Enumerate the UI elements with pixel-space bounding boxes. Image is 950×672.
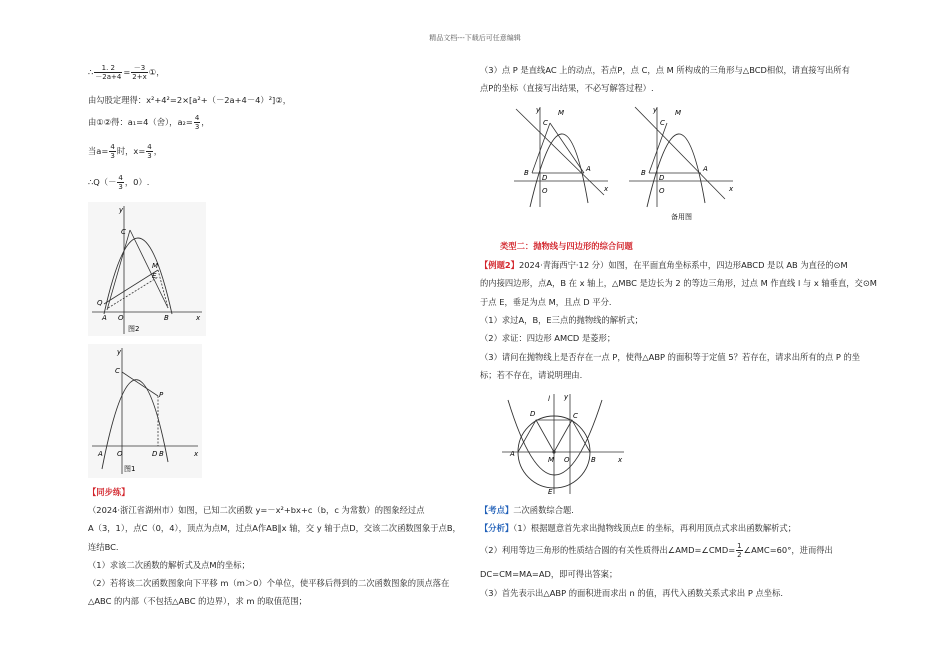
label-a: A: [703, 165, 708, 173]
label-e: E: [152, 272, 157, 280]
line-bc: [532, 123, 550, 173]
fraction-den: 2+x: [132, 73, 147, 81]
fraction-den: －2a+4: [95, 73, 122, 81]
label-x: x: [618, 456, 623, 464]
label-c: C: [121, 228, 126, 236]
fraction-num: 1. 2: [94, 64, 122, 73]
fraction: [131, 64, 147, 81]
label-x: x: [729, 185, 734, 193]
fraction-num: －3: [131, 64, 147, 73]
eq3-prefix: 由①②得：a₁=4（舍），a₂=: [88, 117, 193, 127]
fenxi-line-2: [480, 542, 833, 559]
eq4-mid: 时，x=: [116, 146, 146, 156]
label-x: x: [196, 314, 201, 322]
kaodian-label: 【考点】: [480, 505, 514, 515]
label-o: O: [659, 187, 665, 195]
figure-example-2: [498, 390, 628, 498]
figure-bg: [88, 344, 202, 478]
label-a: A: [586, 165, 591, 173]
label-b: B: [164, 314, 169, 322]
eq1-suffix: ①，: [148, 67, 165, 77]
line-ac: [516, 109, 604, 195]
label-b: B: [159, 450, 164, 458]
equation-4: [88, 143, 162, 160]
fraction: [109, 143, 115, 160]
eq1-prefix: ∴: [88, 67, 94, 77]
example-label: 【例题2】: [480, 260, 519, 270]
line-ca: [550, 123, 584, 173]
equation-5: [88, 174, 149, 191]
example-question-3a: （3）请问在抛物线上是否存在一点 P，使得△ABP 的面积等于定值 5？若存在，请求出所有的点 P 的坐: [480, 352, 861, 362]
label-b: B: [591, 456, 596, 464]
label-o: O: [542, 187, 548, 195]
label-c: C: [115, 367, 120, 375]
label-a: A: [510, 450, 515, 458]
sync-title: 【同步练】: [88, 487, 130, 497]
sync-paragraph-1: （2024·浙江省湖州市）如图，已知二次函数 y=－x²+bx+c（b，c 为常数）的图象经过点: [88, 505, 425, 515]
fenxi-line-3: DC=CM=MA=AD，即可得出答案；: [480, 569, 618, 579]
label-q: Q: [97, 299, 103, 307]
label-o: O: [118, 314, 124, 322]
question-3b: 点P的坐标（直接写出结果，不必写解答过程）.: [480, 83, 654, 93]
fenxi-2-suffix: ∠AMC=60°，进而得出: [743, 545, 833, 555]
fraction-num: 4: [147, 143, 152, 151]
label-x: x: [604, 185, 609, 193]
label-y: y: [119, 206, 124, 214]
line-md: [536, 420, 554, 452]
fraction: [146, 143, 152, 160]
fraction-den: 3: [118, 183, 123, 191]
label-p: P: [159, 391, 164, 399]
type-2-title: 类型二：抛物线与四边形的综合问题: [500, 241, 633, 251]
equation-3: [88, 114, 210, 131]
label-b: B: [524, 169, 529, 177]
fraction-den: 3: [194, 123, 200, 131]
question-3a: （3）点 P 是直线AC 上的动点，若点P，点 C，点 M 所构成的三角形与△BCD相似，请直接写出所有: [480, 65, 850, 75]
label-a: A: [98, 450, 103, 458]
label-y: y: [564, 393, 569, 401]
equation-1: ∴ $\frac{1. 2}{-2a+4}$ = $\frac{-3}{2+x}$ ①，: [88, 64, 165, 81]
label-c: C: [543, 119, 548, 127]
figure-q3-spare: [625, 103, 740, 227]
eq5-prefix: ∴Q（－: [88, 177, 117, 187]
label-x: x: [194, 450, 199, 458]
label-o: O: [564, 456, 570, 464]
figure-caption: 图1: [124, 465, 136, 473]
label-m: M: [152, 262, 159, 270]
sync-question-2b: △ABC 的内部（不包括△ABC 的边界），求 m 的取值范围；: [88, 596, 307, 606]
fraction-den: 3: [110, 152, 115, 160]
fenxi-2-prefix: （2）利用等边三角形的性质结合圆的有关性质得出∠AMD=∠CMD=: [480, 545, 736, 555]
label-l: l: [548, 395, 550, 403]
fenxi-line-1: [480, 522, 796, 534]
line-ac: [635, 107, 725, 199]
label-d: D: [152, 450, 158, 458]
figure-caption: 备用图: [671, 213, 692, 221]
label-e: E: [548, 488, 553, 496]
parabola: [647, 134, 705, 207]
fraction-den: 3: [147, 152, 152, 160]
label-c: C: [573, 412, 578, 420]
fraction-num: 4: [194, 114, 200, 122]
figure-1: [88, 344, 202, 478]
figure-caption: 图2: [128, 325, 140, 333]
label-y: y: [653, 106, 658, 114]
label-m: M: [558, 109, 565, 117]
label-c: C: [660, 119, 665, 127]
figure-q3-main: [510, 103, 610, 211]
label-y: y: [536, 106, 541, 114]
fenxi-text-1: （1）根据题意首先求出抛物线顶点E 的坐标，再利用顶点式求出函数解析式；: [513, 523, 797, 533]
label-d: D: [659, 174, 665, 182]
kaodian-text: 二次函数综合题.: [513, 505, 574, 515]
example-2-line-3: 于点 E，垂足为点 M，且点 D 平分.: [480, 297, 612, 307]
example-question-1: （1）求过A，B，E三点的抛物线的解析式；: [480, 315, 643, 325]
eq5-suffix: ，0）.: [124, 177, 150, 187]
fraction-num: 4: [110, 143, 115, 151]
figure-2: [88, 202, 206, 336]
center-dot: [552, 450, 555, 453]
fraction: [117, 174, 123, 191]
example-2-line-2: 的内接四边形，点A，B 在 x 轴上，△MBC 是边长为 2 的等边三角形，过点 M 作直线 l 与 x 轴垂直，交⊙M: [480, 278, 877, 288]
eq4-suffix: ，: [153, 146, 163, 156]
line-mc: [554, 420, 572, 452]
label-a: A: [102, 314, 107, 322]
sync-question-1: （1）求该二次函数的解析式及点M的坐标；: [88, 560, 250, 570]
fraction: [194, 114, 200, 131]
label-m: M: [548, 456, 555, 464]
fenxi-line-4: （3）首先表示出△ABP 的面积进而求出 n 的值，再代入函数关系式求出 P 点坐标.: [480, 588, 784, 598]
eq3-suffix: ，: [201, 117, 210, 127]
fraction-num: 1: [737, 542, 742, 550]
fraction-den: 2: [737, 551, 742, 559]
sync-paragraph-2: A（3，1），点C（0，4），顶点为点M，过点A作AB∥x 轴，交 y 轴于点D，交该二次函数图象于点B，: [88, 523, 461, 533]
example-question-3b: 标；若不存在，请说明理由.: [480, 370, 583, 380]
sync-paragraph-3: 连结BC.: [88, 542, 119, 552]
label-m: M: [675, 109, 682, 117]
page-header: 精品文档---下载后可任意编辑: [429, 34, 521, 42]
label-y: y: [117, 348, 122, 356]
sync-question-2a: （2）若将该二次函数图象向下平移 m（m＞0）个单位，使平移后得到的二次函数图象的顶点落在: [88, 578, 450, 588]
example-question-2: （2）求证：四边形 AMCD 是菱形；: [480, 333, 616, 343]
label-d: D: [542, 174, 548, 182]
fraction: [94, 64, 122, 81]
label-b: B: [641, 169, 646, 177]
eq4-prefix: 当a=: [88, 146, 109, 156]
label-d: D: [530, 410, 536, 418]
fraction-num: 4: [118, 174, 123, 182]
example-2-line-1: [480, 259, 848, 271]
fenxi-label: 【分析】: [480, 523, 514, 533]
label-o: O: [117, 450, 123, 458]
example-text: 2024·青海西宁·12 分）如图，在平面直角坐标系中，四边形ABCD 是以 AB 为直径的⊙M: [518, 260, 848, 270]
kaodian-line: [480, 504, 574, 516]
equation-2: 由勾股定理得：x²+4²=2×[a²+（－2a+4－4）²]②，: [88, 95, 292, 105]
fraction: [736, 542, 742, 559]
